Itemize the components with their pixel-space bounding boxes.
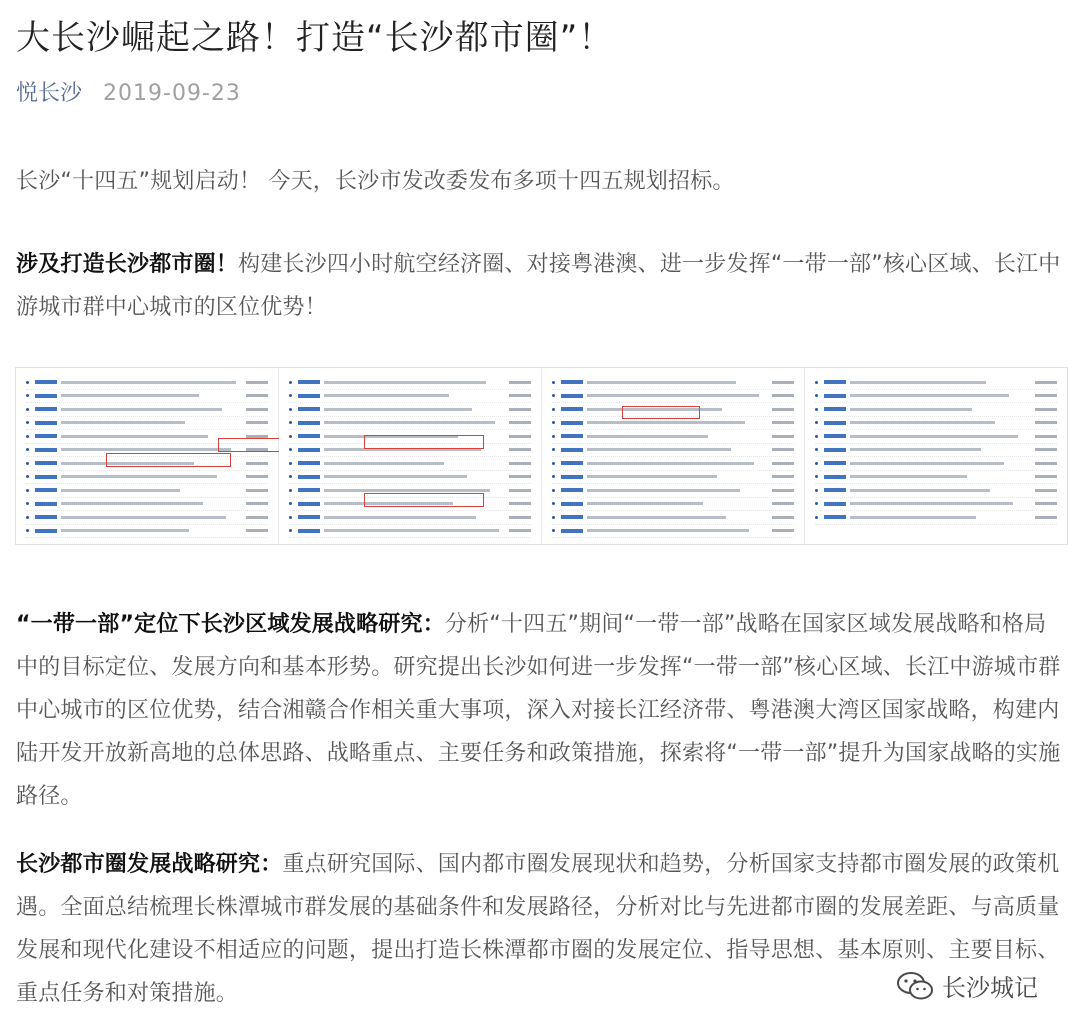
listing-row bbox=[815, 430, 1057, 444]
paragraph-lead: “一带一部”定位下长沙区域发展战略研究： bbox=[16, 612, 445, 637]
author-link[interactable]: 悦长沙 bbox=[16, 81, 83, 106]
highlight-box bbox=[364, 493, 484, 507]
listing-row bbox=[26, 403, 268, 417]
account-watermark bbox=[896, 968, 1038, 1003]
listing-row bbox=[26, 525, 268, 539]
listing-row bbox=[815, 390, 1057, 404]
listing-row bbox=[552, 471, 794, 485]
listing-row bbox=[815, 417, 1057, 431]
highlight-box bbox=[106, 453, 231, 467]
listing-row bbox=[289, 376, 531, 390]
paragraph-intro bbox=[16, 160, 1068, 203]
listing-row bbox=[552, 430, 794, 444]
paragraph-lead: 长沙都市圈发展战略研究： bbox=[16, 852, 283, 877]
listing-row bbox=[815, 444, 1057, 458]
article-title: 大长沙崛起之路！打造“长沙都市圈”！ bbox=[16, 18, 614, 58]
listing-row bbox=[289, 471, 531, 485]
listing-row bbox=[289, 457, 531, 471]
listing-row bbox=[26, 417, 268, 431]
publish-date: 2019-09-23 bbox=[103, 81, 241, 106]
paragraph-text: 构建长沙四小时航空经济圈、对接粤港澳、进一步发挥“一带一部”核心区域、长江中游城市群中心城市的区位优势！ bbox=[16, 252, 1061, 320]
article-meta bbox=[16, 76, 241, 107]
listing-row bbox=[815, 457, 1057, 471]
listing-row bbox=[552, 376, 794, 390]
tender-list-screenshot-image[interactable] bbox=[15, 367, 1068, 545]
screenshot-panel-3 bbox=[542, 368, 805, 544]
paragraph-lead: 涉及打造长沙都市圈！ bbox=[16, 252, 239, 277]
listing-row bbox=[289, 511, 531, 525]
listing-row bbox=[26, 376, 268, 390]
paragraph-belt-region-study bbox=[16, 603, 1068, 818]
wechat-icon bbox=[896, 971, 934, 1001]
listing-row bbox=[552, 457, 794, 471]
highlight-box bbox=[364, 435, 484, 449]
paragraph-text: 长沙“十四五”规划启动！ 今天，长沙市发改委发布多项十四五规划招标。 bbox=[16, 169, 735, 194]
listing-row bbox=[289, 525, 531, 539]
listing-row bbox=[815, 484, 1057, 498]
listing-row bbox=[552, 511, 794, 525]
listing-row bbox=[26, 390, 268, 404]
listing-row bbox=[815, 471, 1057, 485]
paragraph-metro-circle bbox=[16, 243, 1068, 329]
listing-row bbox=[815, 511, 1057, 525]
listing-row bbox=[815, 403, 1057, 417]
listing-row bbox=[552, 390, 794, 404]
listing-row bbox=[815, 498, 1057, 512]
watermark-text: 长沙城记 bbox=[942, 974, 1038, 1002]
listing-row bbox=[289, 417, 531, 431]
highlight-box bbox=[622, 406, 700, 419]
listing-row bbox=[552, 444, 794, 458]
listing-row bbox=[552, 498, 794, 512]
paragraph-text: 重点研究国际、国内都市圈发展现状和趋势，分析国家支持都市圈发展的政策机遇。全面总结梳理长株潭城市群发展的基础条件和发展路径，分析对比与先进都市圈的发展差距、与高质量发展和现代化建设不相适应的问题，提出打造长株潭都市圈的发展定位、指导思想、基本原则、主要目标、重点任务和对策措施。 bbox=[16, 852, 1060, 1006]
screenshot-panel-1 bbox=[16, 368, 279, 544]
listing-row bbox=[552, 484, 794, 498]
screenshot-panel-4 bbox=[805, 368, 1067, 544]
listing-row bbox=[289, 403, 531, 417]
paragraph-text: 分析“十四五”期间“一带一部”战略在国家区域发展战略和格局中的目标定位、发展方向和基本形势。研究提出长沙如何进一步发挥“一带一部”核心区域、长江中游城市群中心城市的区位优势，结合湘赣合作相关重大事项，深入对接长江经济带、粤港澳大湾区国家战略，构建内陆开发开放新高地的总体思路、战略重点、主要任务和政策措施，探索将“一带一部”提升为国家战略的实施路径。 bbox=[16, 612, 1061, 809]
listing-row bbox=[552, 525, 794, 539]
screenshot-panel-2 bbox=[279, 368, 542, 544]
listing-row bbox=[815, 376, 1057, 390]
listing-row bbox=[26, 484, 268, 498]
listing-row bbox=[26, 471, 268, 485]
listing-row bbox=[26, 511, 268, 525]
listing-row bbox=[26, 498, 268, 512]
listing-row bbox=[289, 390, 531, 404]
